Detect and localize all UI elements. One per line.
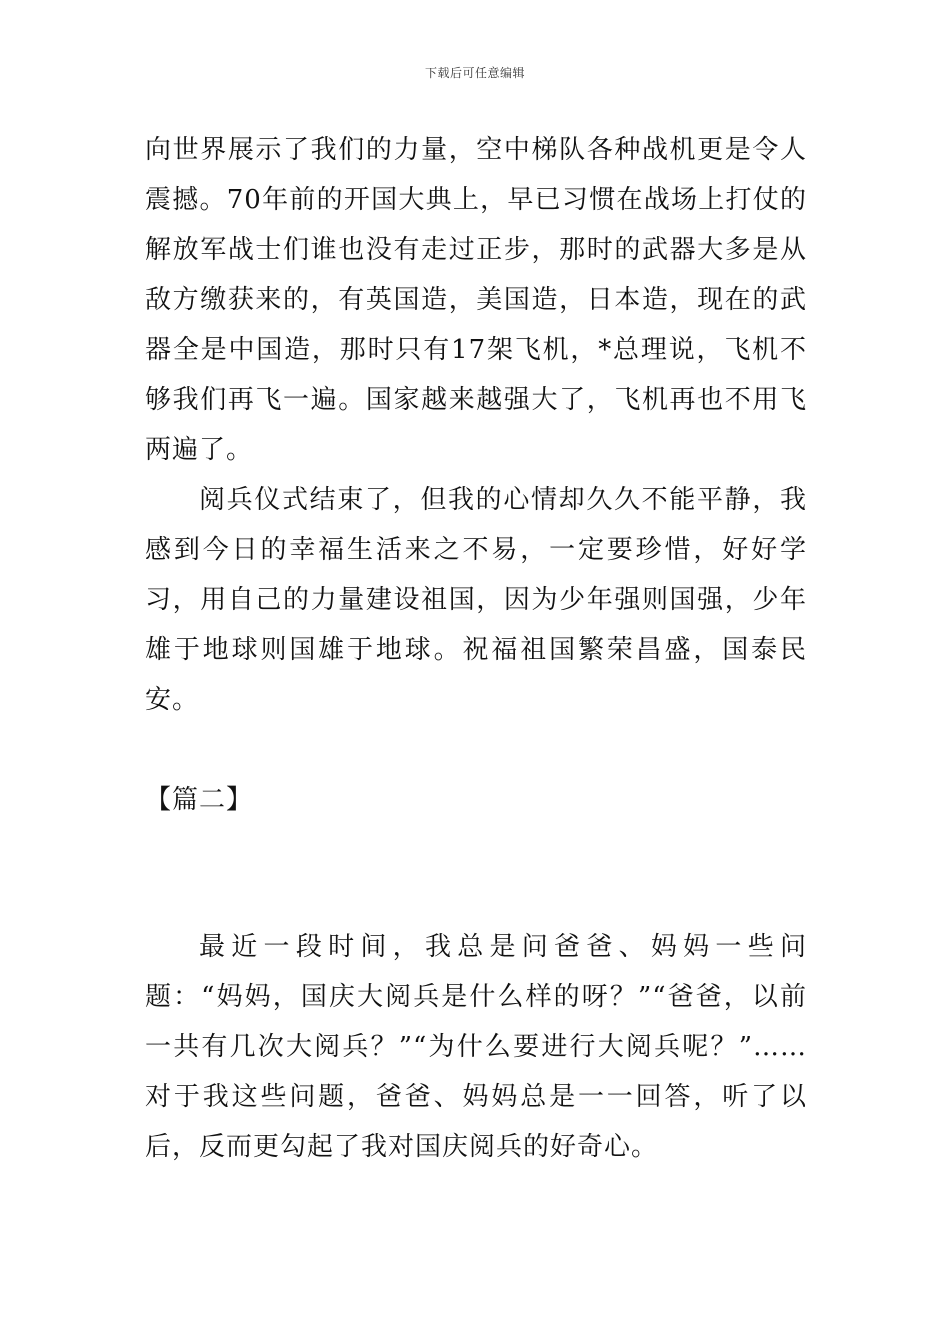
paragraph-conclusion: 阅兵仪式结束了，但我的心情却久久不能平静，我感到今日的幸福生活来之不易，一定要珍惜，好好学习，用自己的力量建设祖国，因为少年强则国强，少年雄于地球则国雄于地球。祝福祖国繁荣昌盛，国泰民安。 <box>145 485 807 715</box>
paragraph-questions: 最近一段时间，我总是问爸爸、妈妈一些问题：“妈妈，国庆大阅兵是什么样的呀？”“爸爸，以前一共有几次大阅兵？”“为什么要进行大阅兵呢？”……对于我这些问题，爸爸、妈妈总是一一回答，听了以后，反而更勾起了我对国庆阅兵的好奇心。 <box>145 932 807 1162</box>
paragraph-military-parade: 向世界展示了我们的力量，空中梯队各种战机更是令人震撼。70年前的开国大典上，早已习惯在战场上打仗的解放军战士们谁也没有走过正步，那时的武器大多是从敌方缴获来的，有英国造，美国造，日本造，现在的武器全是中国造，那时只有17架飞机，*总理说，飞机不够我们再飞一遍。国家越来越强大了，飞机再也不用飞两遍了。 <box>145 135 807 465</box>
section-title: 【篇二】 <box>145 785 254 815</box>
page-header: 下载后可任意编辑 <box>424 66 525 80</box>
